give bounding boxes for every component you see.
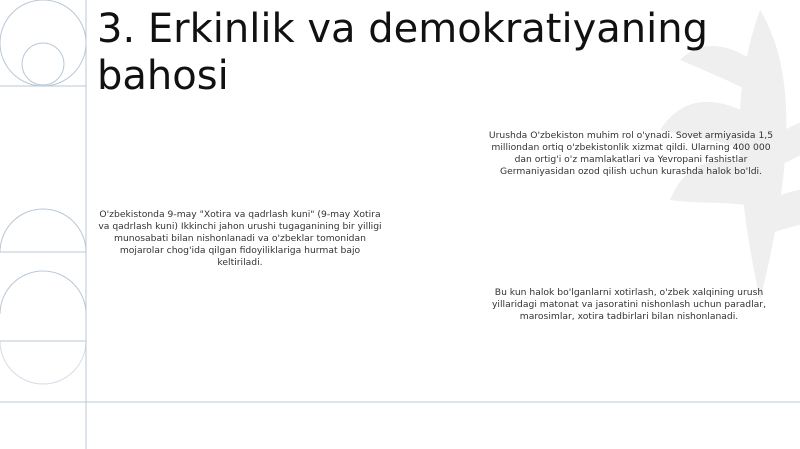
paragraph-left: O'zbekistonda 9-may "Xotira va qadrlash kuni" (9-may Xotira va qadrlash kuni) Ikkinchi jahon urushi tugaganining bir yilligi munosabati bilan nishonlanadi va o'zbeklar tomonidan mojarolar chog'ida qilgan fidoyiliklariga hurmat bajo keltiriladi. xyxy=(98,209,382,268)
paragraph-right-bottom: Bu kun halok bo'lganlarni xotirlash, o'zbek xalqining urush yillaridagi matonat va jasoratini nishonlash uchun paradlar, marosimlar, xotira tadbirlari bilan nishonlanadi. xyxy=(491,287,767,322)
slide-title: 3. Erkinlik va demokratiyaning bahosi xyxy=(97,6,708,99)
paragraph-right-top: Urushda O'zbekiston muhim rol o'ynadi. Sovet armiyasida 1,5 milliondan ortiq o'zbekistonlik xizmat qildi. Ularning 400 000 dan ortig'i o'z mamlakatlari va Yevropani fashistlar Germaniyasidan ozod qilish uchun kurashda halok bo'ldi. xyxy=(488,130,774,177)
